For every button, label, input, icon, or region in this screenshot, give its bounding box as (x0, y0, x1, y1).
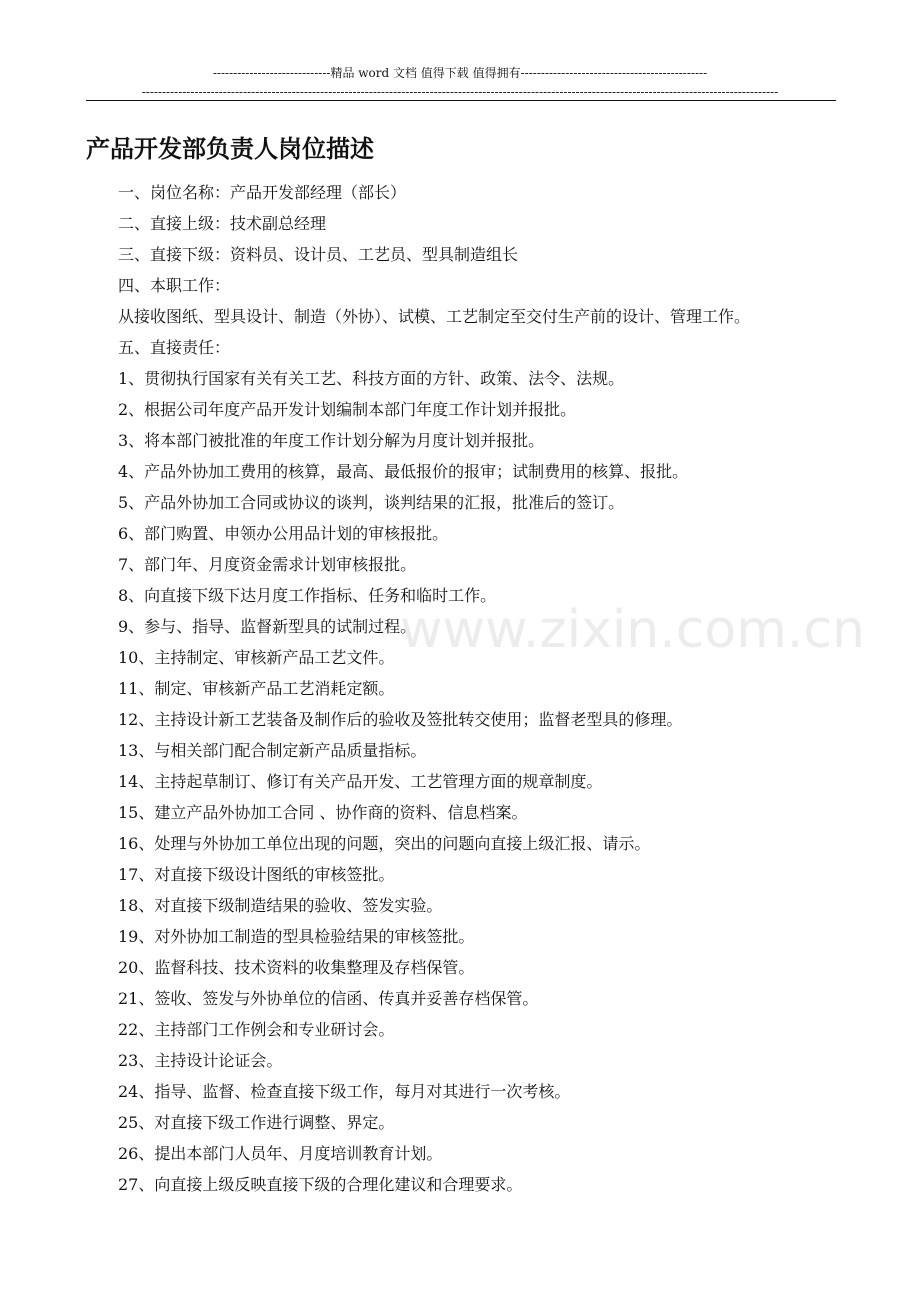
header-banner: -----------------------------精品 word 文档 值得下载 值得拥有---------------------------------------------- (212, 66, 708, 80)
duty-item: 1、贯彻执行国家有关有关工艺、科技方面的方针、政策、法令、法规。 (118, 369, 625, 388)
watermark: www.zixin.com.cn (400, 600, 865, 660)
duty-item: 18、对直接下级制造结果的验收、签发实验。 (118, 896, 443, 915)
duty-item: 20、监督科技、技术资料的收集整理及存档保管。 (118, 958, 475, 977)
duty-item: 7、部门年、月度资金需求计划审核报批。 (118, 555, 417, 574)
intro-line: 从接收图纸、型具设计、制造（外协）、试模、工艺制定至交付生产前的设计、管理工作。 (118, 307, 751, 326)
intro-line: 二、直接上级：技术副总经理 (118, 214, 327, 233)
duty-item: 16、处理与外协加工单位出现的问题，突出的问题向直接上级汇报、请示。 (118, 834, 651, 853)
duty-item: 10、主持制定、审核新产品工艺文件。 (118, 648, 395, 667)
duty-item: 2、根据公司年度产品开发计划编制本部门年度工作计划并报批。 (118, 400, 577, 419)
duty-item: 5、产品外协加工合同或协议的谈判，谈判结果的汇报，批准后的签订。 (118, 493, 625, 512)
duty-item: 13、与相关部门配合制定新产品质量指标。 (118, 741, 427, 760)
duty-item: 9、参与、指导、监督新型具的试制过程。 (118, 617, 417, 636)
header-dash-line: ------------------------------------------------------------------------------------------------------------------------------------------------------------- (141, 85, 779, 99)
duty-item: 4、产品外协加工费用的核算，最高、最低报价的报审；试制费用的核算、报批。 (118, 462, 689, 481)
duty-item: 8、向直接下级下达月度工作指标、任务和临时工作。 (118, 586, 497, 605)
header-divider (86, 100, 836, 101)
intro-line: 四、本职工作： (118, 276, 231, 295)
duty-item: 23、主持设计论证会。 (118, 1051, 283, 1070)
intro-line: 三、直接下级：资料员、设计员、工艺员、型具制造组长 (118, 245, 519, 264)
duty-item: 26、提出本部门人员年、月度培训教育计划。 (118, 1144, 443, 1163)
duty-item: 15、建立产品外协加工合同 、协作商的资料、信息档案。 (118, 803, 528, 822)
duty-item: 27、向直接上级反映直接下级的合理化建议和合理要求。 (118, 1175, 523, 1194)
duty-item: 25、对直接下级工作进行调整、界定。 (118, 1113, 395, 1132)
duty-item: 22、主持部门工作例会和专业研讨会。 (118, 1020, 395, 1039)
duty-item: 21、签收、签发与外协单位的信函、传真并妥善存档保管。 (118, 989, 539, 1008)
duty-item: 6、部门购置、申领办公用品计划的审核报批。 (118, 524, 449, 543)
duty-item: 11、制定、审核新产品工艺消耗定额。 (118, 679, 395, 698)
duty-item: 12、主持设计新工艺装备及制作后的验收及签批转交使用；监督老型具的修理。 (118, 710, 683, 729)
duty-item: 24、指导、监督、检查直接下级工作，每月对其进行一次考核。 (118, 1082, 571, 1101)
document-body (118, 177, 878, 1200)
duty-item: 3、将本部门被批准的年度工作计划分解为月度计划并报批。 (118, 431, 545, 450)
duty-item: 17、对直接下级设计图纸的审核签批。 (118, 865, 395, 884)
duty-item: 14、主持起草制订、修订有关产品开发、工艺管理方面的规章制度。 (118, 772, 603, 791)
intro-line: 五、直接责任： (118, 338, 231, 357)
page-title: 产品开发部负责人岗位描述 (86, 134, 374, 163)
intro-line: 一、岗位名称：产品开发部经理（部长） (118, 183, 407, 202)
duty-item: 19、对外协加工制造的型具检验结果的审核签批。 (118, 927, 475, 946)
